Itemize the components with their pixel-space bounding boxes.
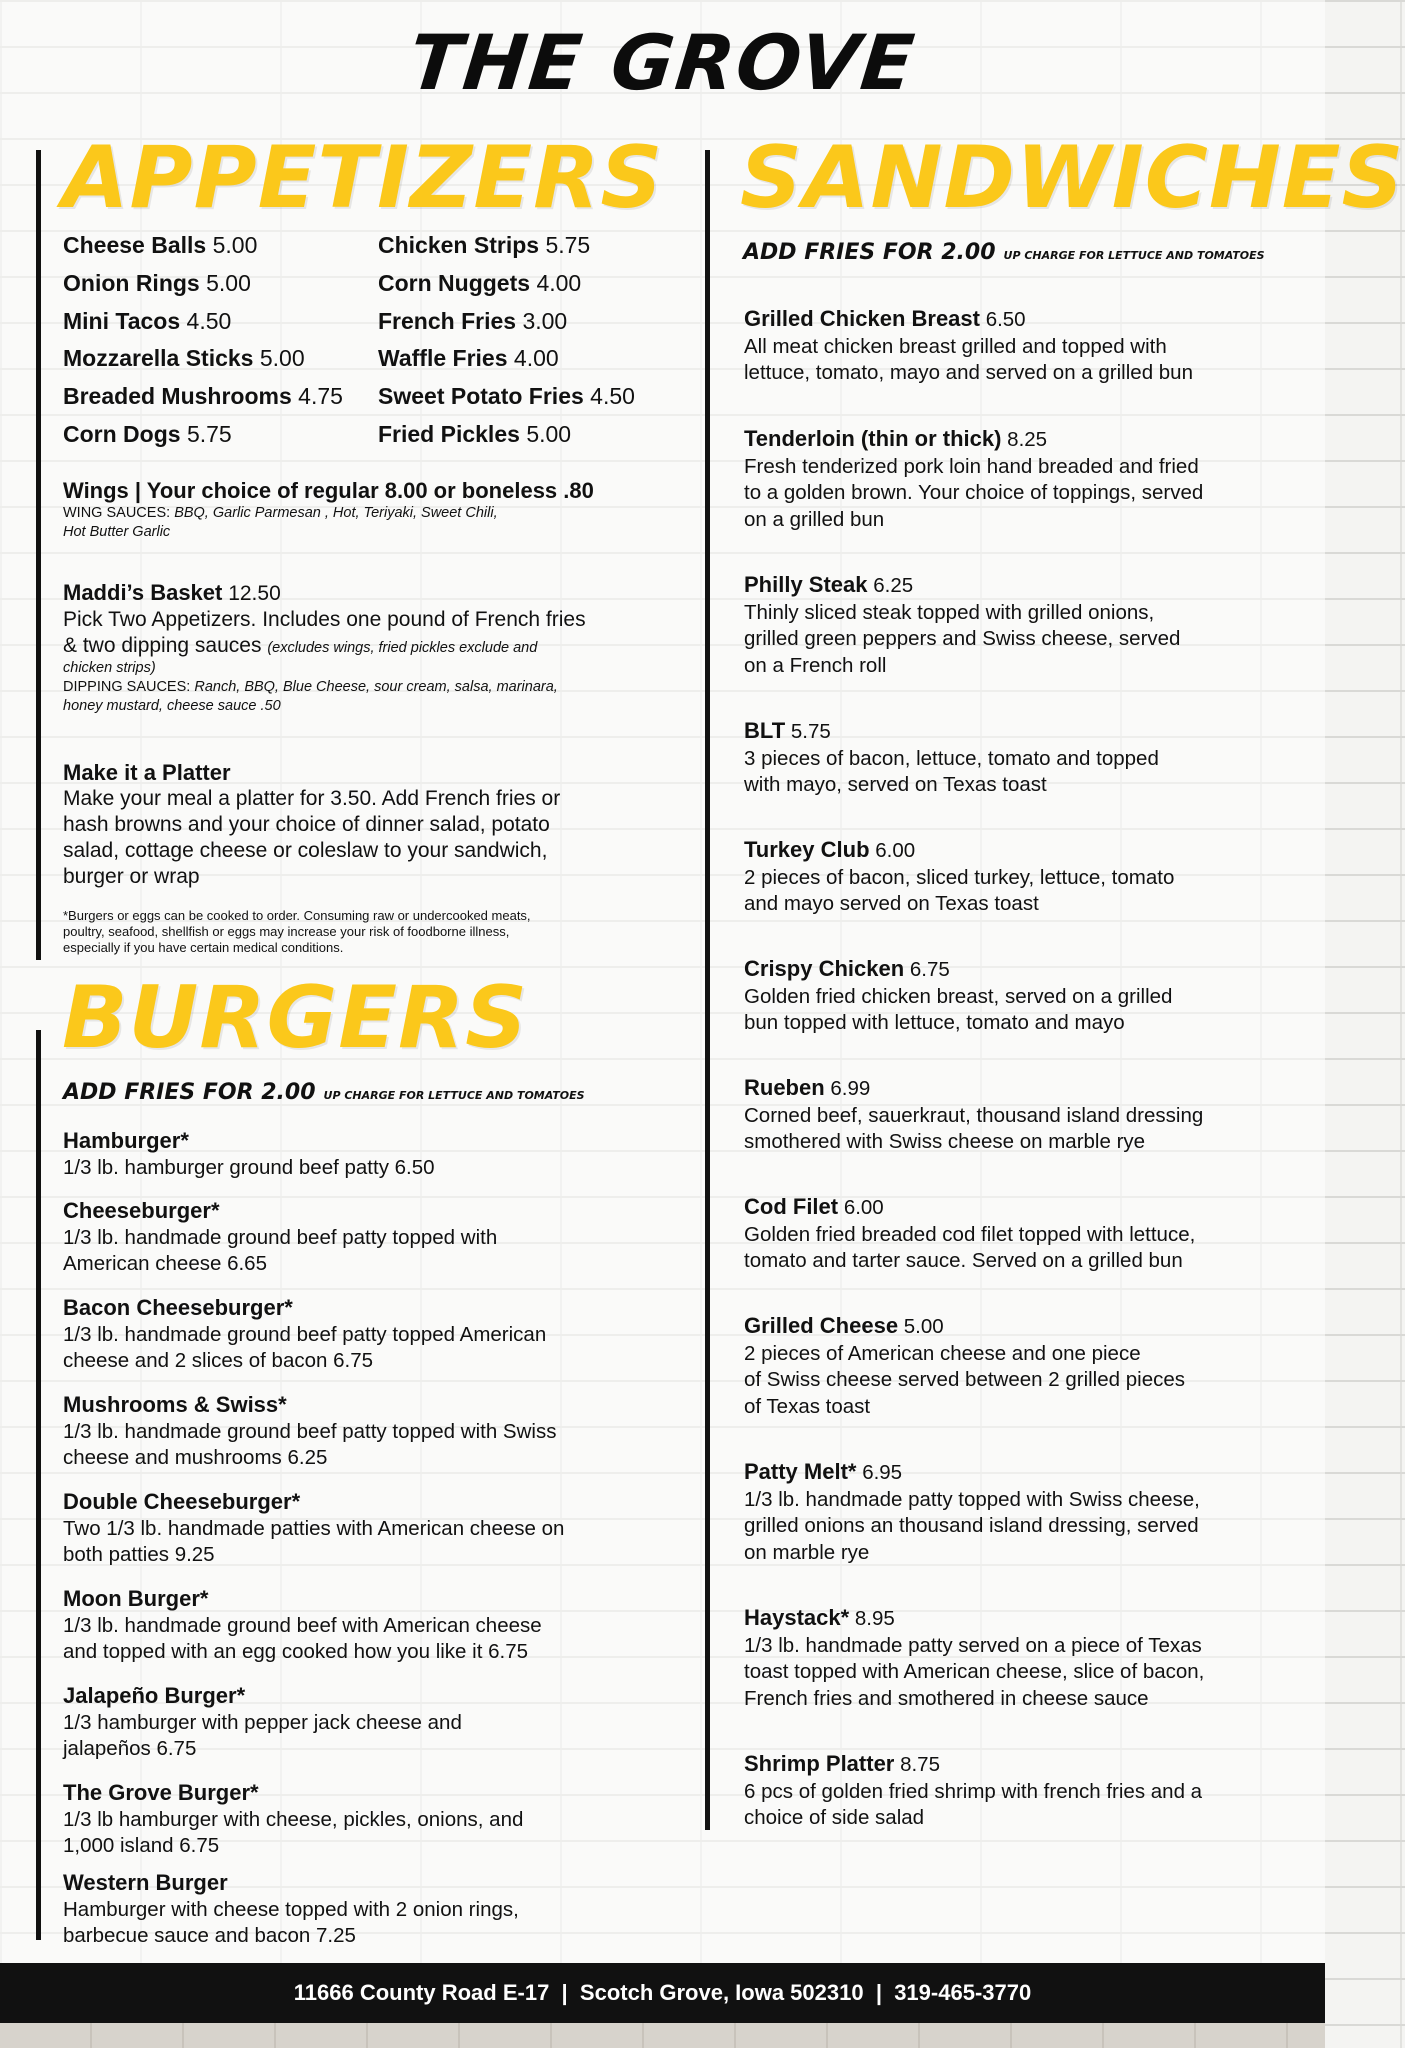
sandwiches-fries-note: ADD FRIES FOR 2.00 UP CHARGE FOR LETTUCE AND TOMATOES [743,240,1265,265]
list-item: Moon Burger* 1/3 lb. handmade ground beef with American cheese and topped with an egg cooked how you like it 6.75 [63,1586,542,1663]
list-item: Double Cheeseburger* Two 1/3 lb. handmade patties with American cheese on both patties 9.25 [63,1489,565,1566]
list-item: Cheeseburger* 1/3 lb. handmade ground beef patty topped with American cheese 6.65 [63,1198,498,1275]
list-item: Grilled Chicken Breast 6.50 All meat chicken breast grilled and topped with lettuce, tomato, mayo and served on a grilled bun [744,306,1193,384]
sandwiches-divider-bar [705,150,710,1830]
list-item: Haystack* 8.95 1/3 lb. handmade patty served on a piece of Texas toast topped with American cheese, slice of bacon, French fries and smothered in cheese sauce [744,1605,1205,1710]
list-item: Rueben 6.99 Corned beef, sauerkraut, thousand island dressing smothered with Swiss cheese on marble rye [744,1075,1204,1153]
platter-section: Make it a Platter Make your meal a platter for 3.50. Add French fries or hash browns and your choice of dinner salad, potato salad, cottage cheese or coleslaw to your sandwich, burger or wrap [63,760,561,888]
list-item: Philly Steak 6.25 Thinly sliced steak topped with grilled onions, grilled green peppers and Swiss cheese, served on a French roll [744,572,1181,677]
wood-floor-strip [0,2023,1325,2048]
list-item: Cheese Balls 5.00 Chicken Strips 5.75 [63,232,591,258]
list-item: BLT 5.75 3 pieces of bacon, lettuce, tomato and topped with mayo, served on Texas toast [744,718,1159,796]
list-item: Turkey Club 6.00 2 pieces of bacon, sliced turkey, lettuce, tomato and mayo served on Texas toast [744,837,1175,915]
burgers-heading: BURGERS [62,968,529,1068]
list-item: Crispy Chicken 6.75 Golden fried chicken breast, served on a grilled bun topped with lettuce, tomato and mayo [744,956,1173,1034]
list-item: Breaded Mushrooms 4.75 Sweet Potato Fries 4.50 [63,383,635,410]
restaurant-title: THE GROVE [405,18,920,107]
list-item: The Grove Burger* 1/3 lb hamburger with cheese, pickles, onions, and 1,000 island 6.75 [63,1780,524,1857]
contact-footer: 11666 County Road E-17 | Scotch Grove, Iowa 502310 | 319-465-3770 [0,1963,1325,2023]
list-item: Mozzarella Sticks 5.00 Waffle Fries 4.00 [63,345,559,372]
burgers-fries-note: ADD FRIES FOR 2.00 UP CHARGE FOR LETTUCE AND TOMATOES [63,1080,585,1105]
list-item: Shrimp Platter 8.75 6 pcs of golden fried shrimp with french fries and a choice of side salad [744,1751,1203,1829]
consumer-disclaimer: *Burgers or eggs can be cooked to order. Consuming raw or undercooked meats, poultry, seafood, shellfish or eggs may increase your risk of foodborne illness, especially if you have certain medical conditions. [63,908,531,955]
wings-section: Wings | Your choice of regular 8.00 or boneless .80 WING SAUCES: BBQ, Garlic Parmesan , Hot, Teriyaki, Sweet Chili, Hot Butter Garlic [63,478,703,542]
list-item: Corn Dogs 5.75 Fried Pickles 5.00 [63,420,572,447]
list-item: Hamburger* 1/3 lb. hamburger ground beef patty 6.50 [63,1128,435,1179]
wings-title: Wings | Your choice of regular 8.00 or boneless .80 [63,478,594,503]
appetizer-list [63,232,693,459]
list-item: Tenderloin (thin or thick) 8.25 Fresh tenderized pork loin hand breaded and fried to a golden brown. Your choice of toppings, served on a grilled bun [744,426,1204,531]
appetizers-heading: APPETIZERS [62,128,664,228]
list-item: Onion Rings 5.00 Corn Nuggets 4.00 [63,269,582,296]
list-item: Mini Tacos 4.50 French Fries 3.00 [63,307,568,334]
list-item: Western Burger Hamburger with cheese topped with 2 onion rings, barbecue sauce and bacon 7.25 [63,1870,519,1947]
list-item: Mushrooms & Swiss* 1/3 lb. handmade ground beef patty topped with Swiss cheese and mushrooms 6.25 [63,1392,557,1469]
maddis-basket-section: Maddi’s Basket 12.50 Pick Two Appetizers. Includes one pound of French fries & two dipping sauces (excludes wings, fried pickles exclude and chicken strips) DIPPING SAUCES: Ranch, BBQ, Blue Cheese, sour cream, salsa, marinara, honey mustard, cheese sauce .50 [63,580,586,714]
list-item: Grilled Cheese 5.00 2 pieces of American cheese and one piece of Swiss cheese served between 2 grilled pieces of Texas toast [744,1313,1185,1418]
list-item: Bacon Cheeseburger* 1/3 lb. handmade ground beef patty topped American cheese and 2 slices of bacon 6.75 [63,1295,547,1372]
burgers-divider-bar [36,1030,41,1940]
list-item: Cod Filet 6.00 Golden fried breaded cod filet topped with lettuce, tomato and tarter sauce. Served on a grilled bun [744,1194,1196,1272]
sandwiches-heading: SANDWICHES [740,128,1405,228]
list-item: Jalapeño Burger* 1/3 hamburger with pepper jack cheese and jalapeños 6.75 [63,1683,462,1760]
list-item: Patty Melt* 6.95 1/3 lb. handmade patty topped with Swiss cheese, grilled onions an thousand island dressing, served on marble rye [744,1459,1200,1564]
appetizers-divider-bar [36,150,41,960]
